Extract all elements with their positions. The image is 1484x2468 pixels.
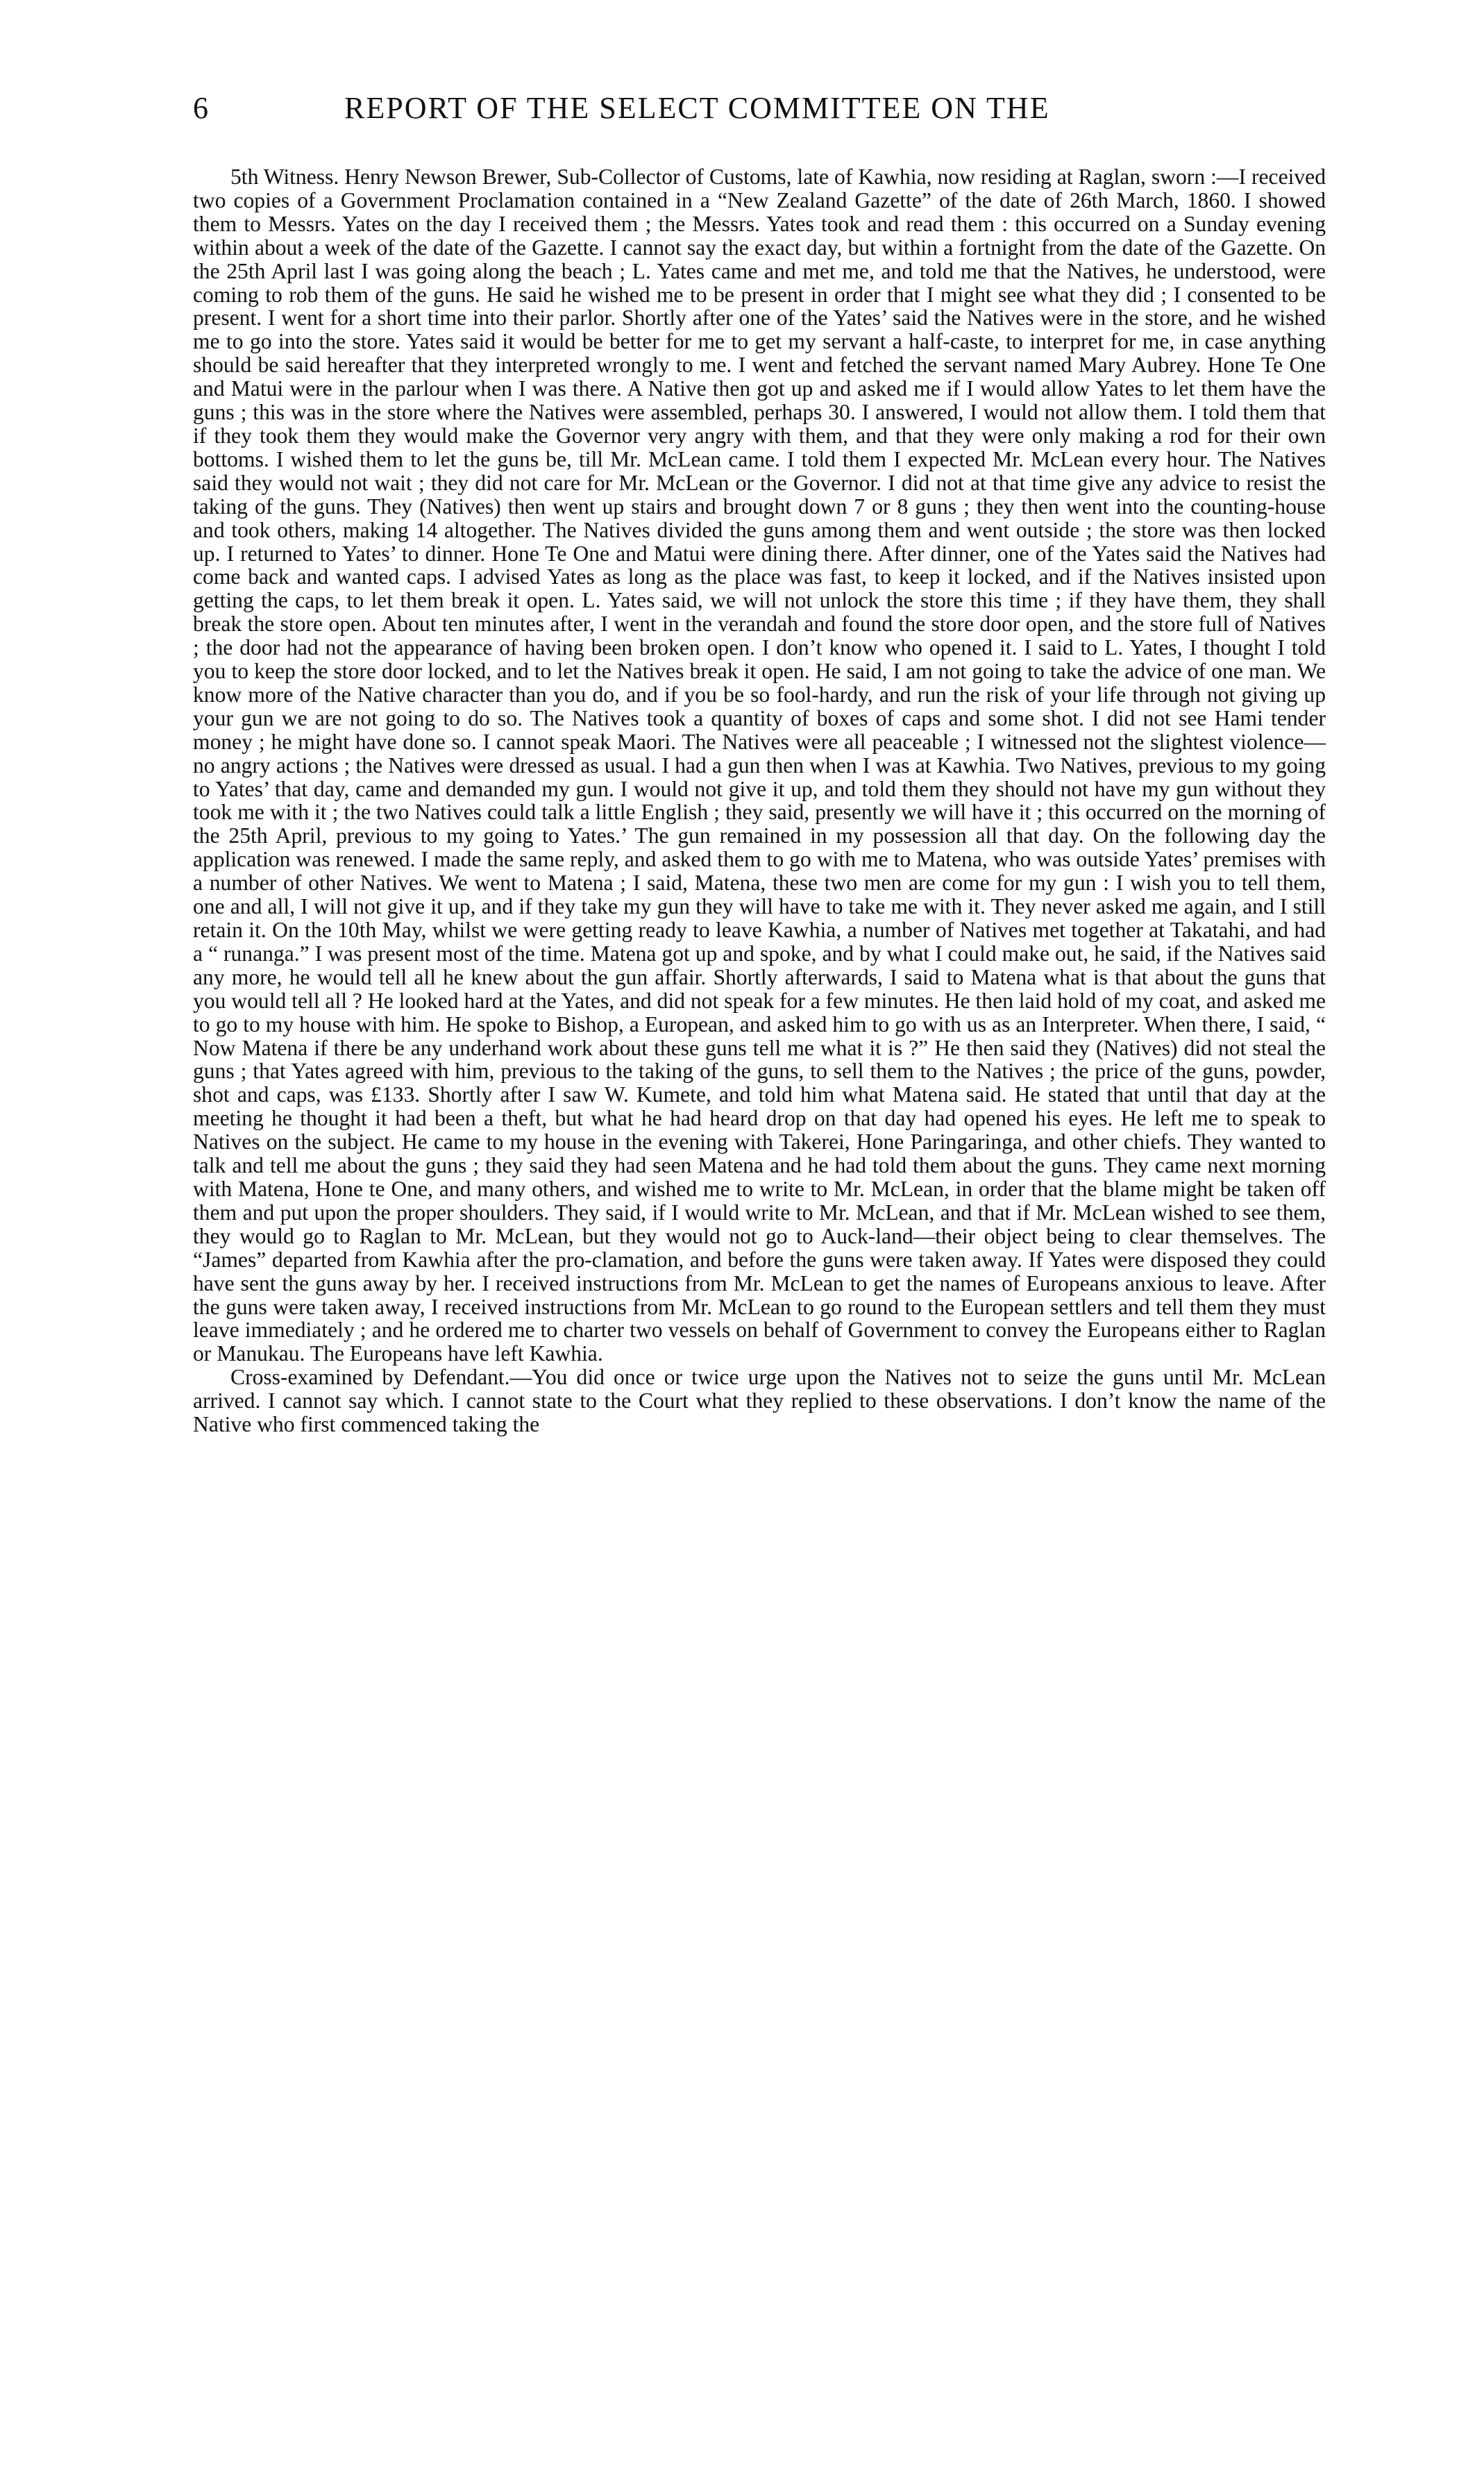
paragraph-cross-examination: Cross-examined by Defendant.—You did once or twice urge upon the Natives not to seize the guns until Mr. McLean arrived. I cannot say which. I cannot state to the Court what they replied to these observations. I don’t know the name of the Native who first commenced taking the [193, 1365, 1326, 1437]
body-text [193, 165, 1326, 1436]
page-header [193, 89, 1338, 137]
paragraph-witness-testimony: 5th Witness. Henry Newson Brewer, Sub-Collector of Customs, late of Kawhia, now residing at Raglan, sworn :—I received two copies of a Government Proclamation contained in a “New Zealand Gazette” of the date of 26th March, 1860. I showed them to Messrs. Yates on the day I received them ; the Messrs. Yates took and read them : this occurred on a Sunday evening within about a week of the date of the Gazette. I cannot say the exact day, but within a fortnight from the date of the Gazette. On the 25th April last I was going along the beach ; L. Yates came and met me, and told me that the Natives, he understood, were coming to rob them of the guns. He said he wished me to be present in order that I might see what they did ; I consented to be present. I went for a short time into their parlor. Shortly after one of the Yates’ said the Natives were in the store, and he wished me to go into the store. Yates said it would be better for me to get my servant a half-caste, to interpret for me, in case anything should be said hereafter that they interpreted wrongly to me. I went and fetched the servant named Mary Aubrey. Hone Te One and Matui were in the parlour when I was there. A Native then got up and asked me if I would allow Yates to let them have the guns ; this was in the store where the Natives were assembled, perhaps 30. I answered, I would not allow them. I told them that if they took them they would make the Governor very angry with them, and that they were only making a rod for their own bottoms. I wished them to let the guns be, till Mr. McLean came. I told them I expected Mr. McLean every hour. The Natives said they would not wait ; they did not care for Mr. McLean or the Governor. I did not at that time give any advice to resist the taking of the guns. They (Natives) then went up stairs and brought down 7 or 8 guns ; they then went into the counting-house and took others, making 14 altogether. The Natives divided the guns among them and went outside ; the store was then locked up. I returned to Yates’ to dinner. Hone Te One and Matui were dining there. After dinner, one of the Yates said the Natives had come back and wanted caps. I advised Yates as long as the place was fast, to keep it locked, and if the Natives insisted upon getting the caps, to let them break it open. L. Yates said, we will not unlock the store this time ; if they have them, they shall break the store open. About ten minutes after, I went in the verandah and found the store door open, and the store full of Natives ; the door had not the appearance of having been broken open. I don’t know who opened it. I said to L. Yates, I thought I told you to keep the store door locked, and to let the Natives break it open. He said, I am not going to take the advice of one man. We know more of the Native character than you do, and if you be so fool-hardy, and run the risk of your life through not giving up your gun we are not going to do so. The Natives took a quantity of boxes of caps and some shot. I did not see Hami tender money ; he might have done so. I cannot speak Maori. The Natives were all peaceable ; I witnessed not the slightest violence—no angry actions ; the Natives were dressed as usual. I had a gun then when I was at Kawhia. Two Natives, previous to my going to Yates’ that day, came and demanded my gun. I would not give it up, and told them they should not have my gun without they took me with it ; the two Natives could talk a little English ; they said, presently we will have it ; this occurred on the morning of the 25th April, previous to my going to Yates.’ The gun remained in my possession all that day. On the following day the application was renewed. I made the same reply, and asked them to go with me to Matena, who was outside Yates’ premises with a number of other Natives. We went to Matena ; I said, Matena, these two men are come for my gun : I wish you to tell them, one and all, I will not give it up, and if they take my gun they will have to take me with it. They never asked me again, and I still retain it. On the 10th May, whilst we were getting ready to leave Kawhia, a number of Natives met together at Takatahi, and had a “ runanga.” I was present most of the time. Matena got up and spoke, and by what I could make out, he said, if the Natives said any more, he would tell all he knew about the gun affair. Shortly afterwards, I said to Matena what is that about the guns that you would tell all ? He looked hard at the Yates, and did not speak for a few minutes. He then laid hold of my coat, and asked me to go to my house with him. He spoke to Bishop, a European, and asked him to go with us as an Interpreter. When there, I said, “ Now Matena if there be any underhand work about these guns tell me what it is ?” He then said they (Natives) did not steal the guns ; that Yates agreed with him, previous to the taking of the guns, to sell them to the Natives ; the price of the guns, powder, shot and caps, was £133. Shortly after I saw W. Kumete, and told him what Matena said. He stated that until that day at the meeting he thought it had been a theft, but what he had heard drop on that day had opened his eyes. He left me to speak to Natives on the subject. He came to my house in the evening with Takerei, Hone Paringaringa, and other chiefs. They wanted to talk and tell me about the guns ; they said they had seen Matena and he had told them about the guns. They came next morning with Matena, Hone te One, and many others, and wished me to write to Mr. McLean, in order that the blame might be taken off them and put upon the proper shoulders. They said, if I would write to Mr. McLean, and that if Mr. McLean wished to see them, they would go to Raglan to Mr. McLean, but they would not go to Auck-land—their object being to clear themselves. The “James” departed from Kawhia after the pro-clamation, and before the guns were taken away. If Yates were disposed they could have sent the guns away by her. I received instructions from Mr. McLean to get the names of Europeans anxious to leave. After the guns were taken away, I received instructions from Mr. McLean to go round to the European settlers and tell them they must leave immediately ; and he ordered me to charter two vessels on behalf of Government to convey the Europeans either to Raglan or Manukau. The Europeans have left Kawhia. [193, 165, 1326, 1366]
page-number: 6 [193, 91, 208, 125]
running-head: REPORT OF THE SELECT COMMITTEE ON THE [344, 91, 1050, 125]
